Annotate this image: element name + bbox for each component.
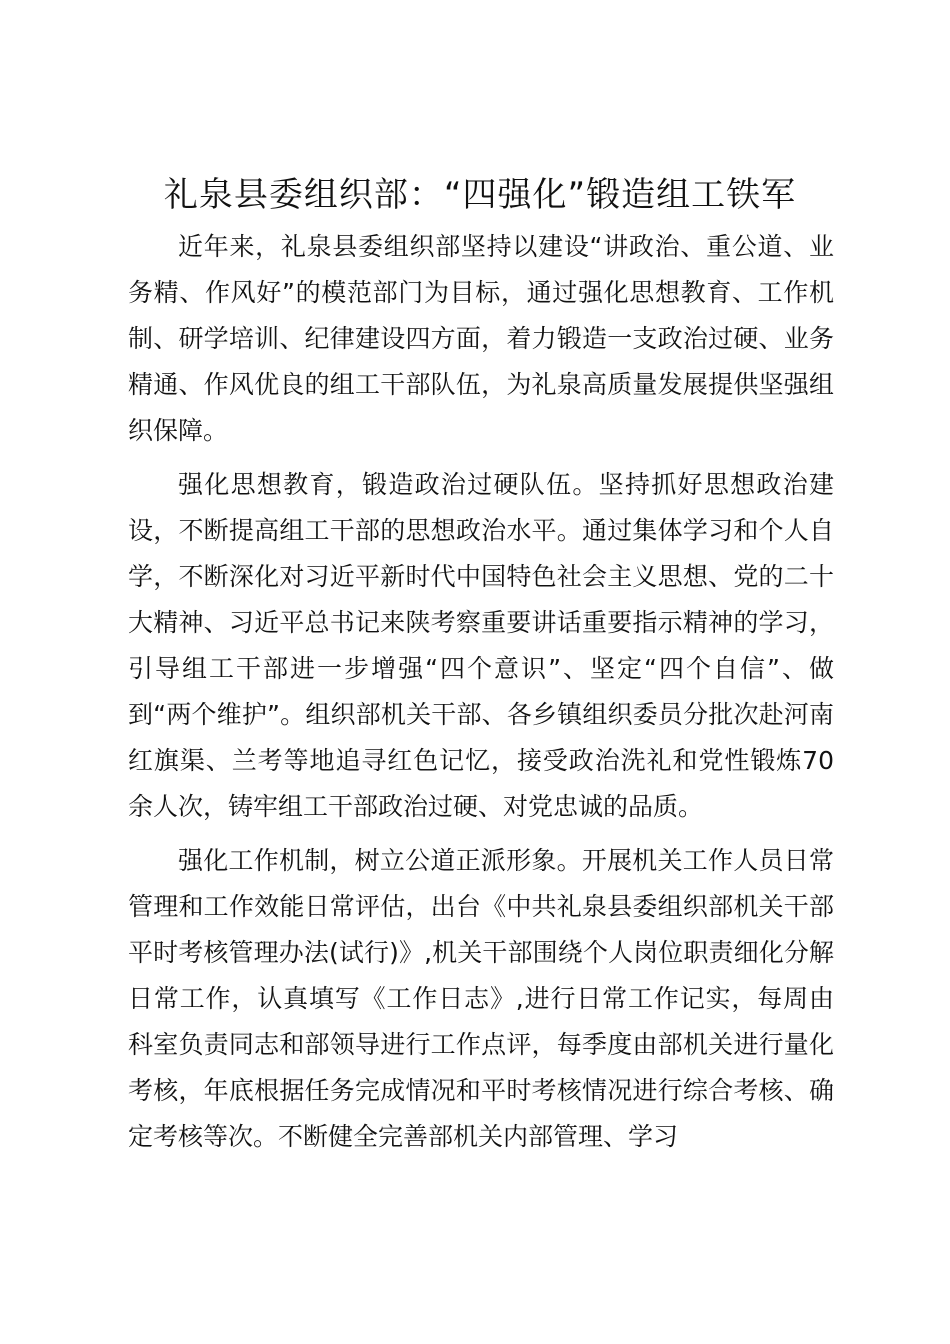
document-title: 礼泉县委组织部：“四强化”锻造组工铁军 <box>163 175 797 215</box>
paragraph-work-mechanism: 强化工作机制，树立公道正派形象。开展机关工作人员日常管理和工作效能日常评估，出台《中共礼泉县委组织部机关干部平时考核管理办法(试行)》,机关干部围绕个人岗位职责细化分解日常工作，认真填写《工作日志》,进行日常工作记实，每周由科室负责同志和部领导进行工作点评，每季度由部机关进行量化考核，年底根据任务完成情况和平时考核情况进行综合考核、确定考核等次。不断健全完善部机关内部管理、学习 <box>128 846 834 1151</box>
paragraph-intro: 近年来，礼泉县委组织部坚持以建设“讲政治、重公道、业务精、作风好”的模范部门为目标，通过强化思想教育、工作机制、研学培训、纪律建设四方面，着力锻造一支政治过硬、业务精通、作风优良的组工干部队伍，为礼泉高质量发展提供坚强组织保障。 <box>128 232 834 445</box>
paragraph-ideological-education: 强化思想教育，锻造政治过硬队伍。坚持抓好思想政治建设，不断提高组工干部的思想政治水平。通过集体学习和个人自学，不断深化对习近平新时代中国特色社会主义思想、党的二十大精神、习近平总书记来陕考察重要讲话重要指示精神的学习，引导组工干部进一步增强“四个意识”、坚定“四个自信”、做到“两个维护”。组织部机关干部、各乡镇组织委员分批次赴河南红旗渠、兰考等地追寻红色记忆，接受政治洗礼和党性锻炼70余人次，铸牢组工干部政治过硬、对党忠诚的品质。 <box>128 470 834 821</box>
document-body <box>128 224 834 1168</box>
